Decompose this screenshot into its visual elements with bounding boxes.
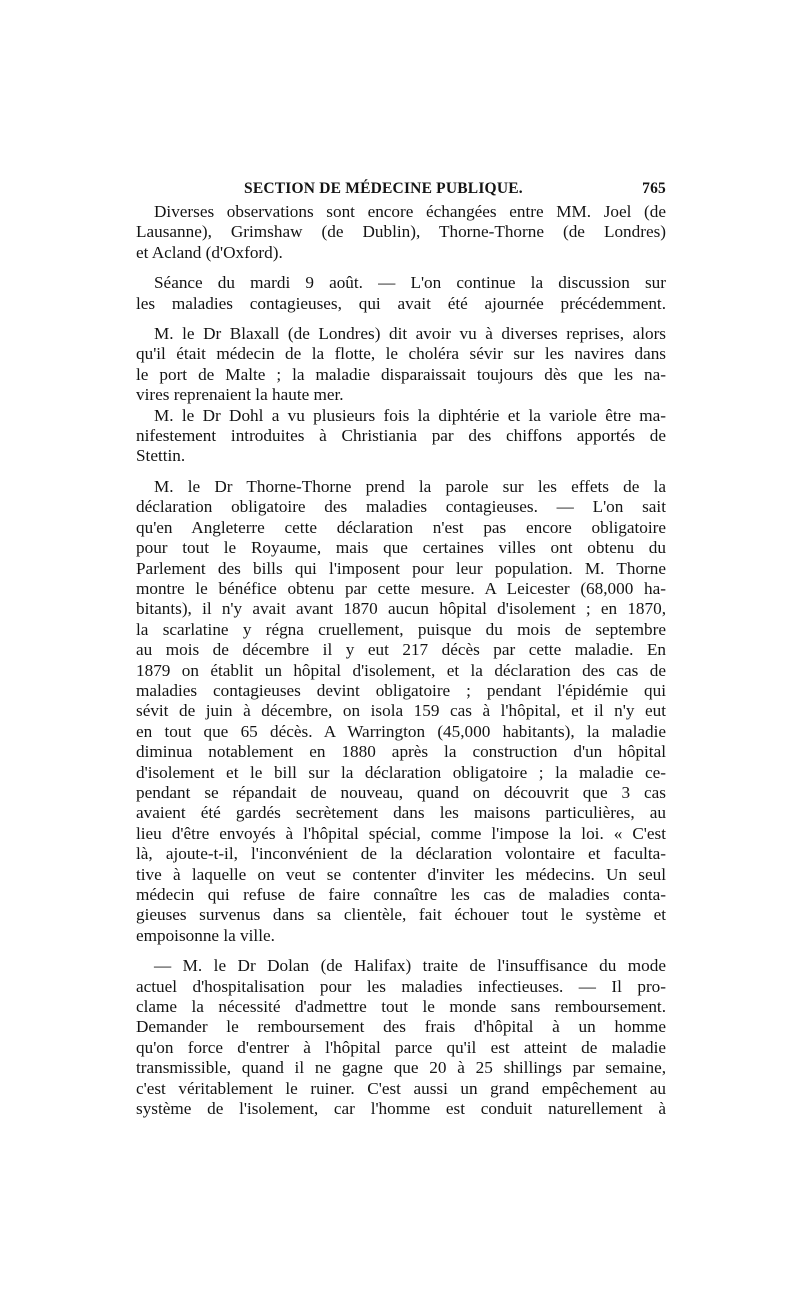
running-header bbox=[136, 176, 666, 202]
text-line: — M. le Dr Dolan (de Halifax) traite de l'insuffisance du mode bbox=[154, 956, 666, 976]
paragraph-seance bbox=[136, 273, 666, 314]
text-line: transmissible, quand il ne gagne que 20 à 25 shillings par semaine, bbox=[136, 1058, 666, 1078]
text-line: M. le Dr Dohl a vu plusieurs fois la diphtérie et la variole être ma- bbox=[154, 405, 666, 425]
text-line: qu'il était médecin de la flotte, le choléra sévir sur les navires dans bbox=[136, 344, 666, 364]
text-line: Demander le remboursement des frais d'hôpital à un homme bbox=[136, 1017, 666, 1037]
text-line: déclaration obligatoire des maladies contagieuses. — L'on sait bbox=[136, 497, 666, 517]
text-line: maladies contagieuses devint obligatoire ; pendant l'épidémie qui bbox=[136, 680, 666, 700]
text-line: et Acland (d'Oxford). bbox=[136, 242, 283, 262]
text-line: M. le Dr Thorne-Thorne prend la parole sur les effets de la bbox=[154, 476, 666, 496]
text-line: diminua notablement en 1880 après la construction d'un hôpital bbox=[136, 742, 666, 762]
text-line: la scarlatine y régna cruellement, puisque du mois de septembre bbox=[136, 619, 666, 639]
text-line: Parlement des bills qui l'imposent pour leur population. M. Thorne bbox=[136, 558, 666, 578]
text-line: Stettin. bbox=[136, 446, 186, 466]
text-line: le port de Malte ; la maladie disparaissait toujours dès que les na- bbox=[136, 364, 666, 384]
text-line: empoisonne la ville. bbox=[136, 925, 275, 945]
text-line: en tout que 65 décès. A Warrington (45,000 habitants), la maladie bbox=[136, 721, 666, 741]
text-line: sévit de juin à décembre, on isola 159 cas à l'hôpital, et il n'y eut bbox=[136, 701, 666, 721]
text-line: nifestement introduites à Christiania par des chiffons apportés de bbox=[136, 426, 666, 446]
text-line: avaient été gardés secrètement dans les maisons particulières, au bbox=[136, 803, 666, 823]
text-line: Diverses observations sont encore échangées entre MM. Joel (de bbox=[154, 202, 666, 221]
text-line: lieu d'être envoyés à l'hôpital spécial, comme l'impose la loi. « C'est bbox=[136, 823, 666, 843]
text-line: gieuses survenus dans sa clientèle, fait échouer tout le système et bbox=[136, 905, 666, 925]
text-line: pendant se répandait de nouveau, quand on découvrit que 3 cas bbox=[136, 782, 666, 802]
text-line: 1879 on établit un hôpital d'isolement, et la déclaration des cas de bbox=[136, 660, 666, 680]
text-line: vires reprenaient la haute mer. bbox=[136, 385, 344, 405]
text-line: qu'on force d'entrer à l'hôpital parce qu'il est atteint de maladie bbox=[136, 1037, 666, 1057]
text-line: qu'en Angleterre cette déclaration n'est pas encore obligatoire bbox=[136, 517, 666, 537]
paragraph-dolan bbox=[136, 956, 666, 1119]
text-line: bitants), il n'y avait avant 1870 aucun hôpital d'isolement ; en 1870, bbox=[136, 599, 666, 619]
text-line: actuel d'hospitalisation pour les maladies infectieuses. — Il pro- bbox=[136, 976, 666, 996]
text-line: pour tout le Royaume, mais que certaines villes ont obtenu du bbox=[136, 538, 666, 558]
book-page bbox=[136, 176, 666, 1119]
paragraph-blaxall bbox=[136, 324, 666, 406]
text-line: d'isolement et le bill sur la déclaration obligatoire ; la maladie ce- bbox=[136, 762, 666, 782]
text-line: Lausanne), Grimshaw (de Dublin), Thorne-Thorne (de Londres) bbox=[136, 222, 666, 242]
paragraph-observations bbox=[136, 202, 666, 263]
paragraph-thorne bbox=[136, 477, 666, 946]
text-line: M. le Dr Blaxall (de Londres) dit avoir vu à diverses reprises, alors bbox=[154, 324, 666, 344]
paragraph-dohl bbox=[136, 406, 666, 467]
section-title: SECTION DE MÉDECINE PUBLIQUE. bbox=[244, 180, 523, 197]
text-line: clame la nécessité d'admettre tout le monde sans remboursement. bbox=[136, 997, 666, 1017]
text-line: c'est véritablement le ruiner. C'est aussi un grand empêchement au bbox=[136, 1078, 666, 1098]
text-line: Séance du mardi 9 août. — L'on continue la discussion sur bbox=[154, 273, 666, 293]
text-line: au mois de décembre il y eut 217 décès par cette maladie. En bbox=[136, 640, 666, 660]
text-line: système de l'isolement, car l'homme est conduit naturellement à bbox=[136, 1099, 666, 1119]
text-line: médecin qui refuse de faire connaître les cas de maladies conta- bbox=[136, 885, 666, 904]
text-line: les maladies contagieuses, qui avait été ajournée précédemment. bbox=[136, 293, 666, 313]
page-number: 765 bbox=[642, 180, 666, 197]
text-line: là, ajoute-t-il, l'inconvénient de la déclaration volontaire et faculta- bbox=[136, 844, 666, 864]
text-line: montre le bénéfice obtenu par cette mesure. A Leicester (68,000 ha- bbox=[136, 578, 666, 598]
text-line: tive à laquelle on veut se contenter d'inviter les médecins. Un seul bbox=[136, 864, 666, 884]
